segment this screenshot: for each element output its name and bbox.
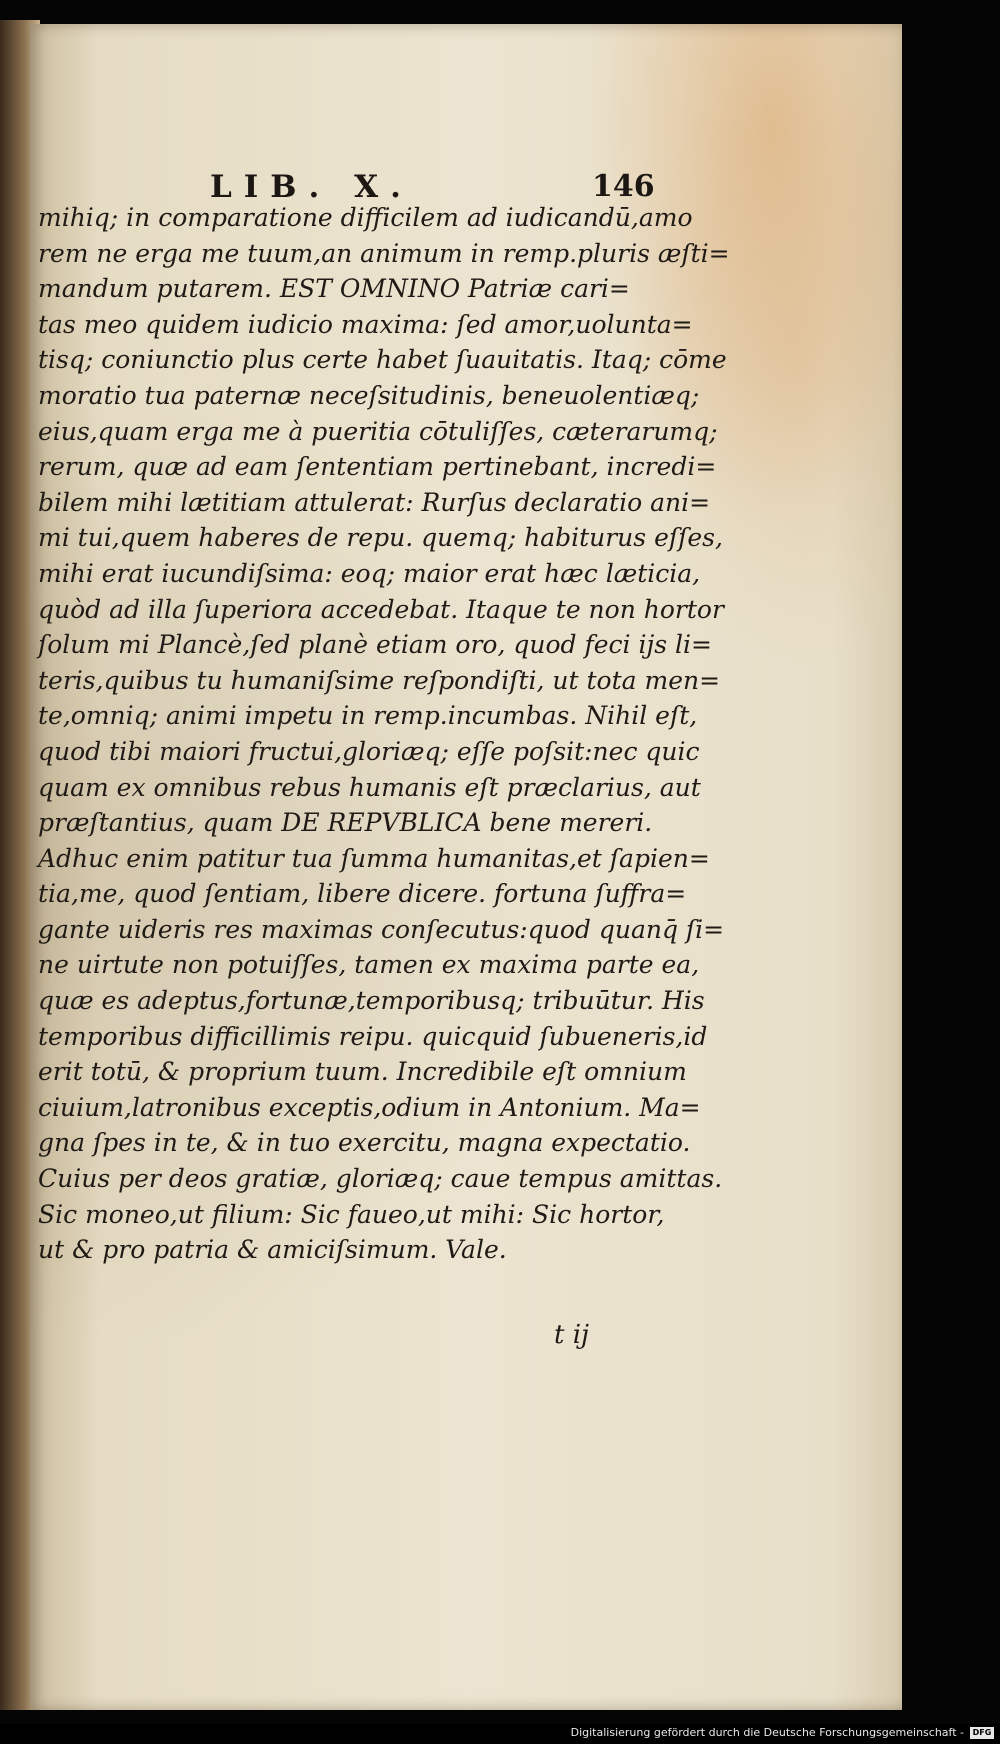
text-line: bilem mihi lætitiam attulerat: Rurſus declaratio ani= (38, 487, 711, 517)
page-number: 146 (592, 169, 655, 204)
letter-text (38, 200, 730, 1268)
text-line: mandum putarem. EST OMNINO Patriæ cari= (38, 274, 630, 304)
text-line: Cuius per deos gratiæ, gloriæq; caue tempus amittas. (38, 1164, 723, 1194)
footer-bar (0, 1724, 1000, 1744)
text-line: mihiq; in comparatione difficilem ad iudicandū,amo (38, 203, 693, 232)
text-line: gna ſpes in te, & in tuo exercitu, magna expectatio. (38, 1128, 691, 1158)
text-line: eius,quam erga me à pueritia cōtuliſſes, cæterarumq; (38, 416, 718, 446)
signature-mark: t ij (554, 1320, 590, 1350)
text-line: ut & pro patria & amiciſsimum. Vale. (38, 1235, 507, 1265)
text-line: rerum, quæ ad eam ſententiam pertinebant, incredi= (38, 452, 717, 482)
text-line: ciuium,latronibus exceptis,odium in Antonium. Ma= (38, 1092, 701, 1122)
text-line: erit totū, & proprium tuum. Incredibile eſt omnium (38, 1057, 687, 1087)
text-line: quam ex omnibus rebus humanis eſt præclarius, aut (38, 772, 701, 802)
text-line: mihi erat iucundiſsima: eoq; maior erat hæc læticia, (38, 558, 701, 588)
text-line: Sic moneo,ut filium: Sic faueo,ut mihi: Sic hortor, (38, 1199, 665, 1229)
text-line: tas meo quidem iudicio maxima: ſed amor,uolunta= (38, 309, 693, 339)
text-line: tisq; coniunctio plus certe habet ſuauitatis. Itaq; cōme (38, 345, 727, 375)
funding-credit: Digitalisierung gefördert durch die Deutsche Forschungsgemeinschaft - (570, 1726, 964, 1739)
text-line: tia,me, quod ſentiam, libere dicere. fortuna ſuffra= (38, 879, 687, 909)
text-line: te,omniq; animi impetu in remp.incumbas. Nihil eſt, (38, 701, 698, 731)
text-line: rem ne erga me tuum,an animum in remp.pluris æſti= (38, 238, 730, 268)
dfg-logo: DFG (970, 1727, 994, 1739)
text-line: temporibus difficillimis reipu. quicquid ſubueneris,id (38, 1021, 708, 1051)
text-line: moratio tua paternæ neceſsitudinis, beneuolentiæq; (38, 380, 700, 410)
text-line: quòd ad illa ſuperiora accedebat. Itaque te non hortor (38, 594, 724, 624)
text-line: quod tibi maiori fructui,gloriæq; eſſe poſsit:nec quic (38, 736, 700, 766)
text-line: ſolum mi Plancè,ſed planè etiam oro, quod feci ijs li= (38, 630, 712, 660)
book-page (30, 24, 902, 1710)
text-line: quæ es adeptus,fortunæ,temporibusq; tribuūtur. His (38, 986, 705, 1016)
text-line: ne uirtute non potuiſſes, tamen ex maxima parte ea, (38, 950, 700, 980)
text-line: teris,quibus tu humaniſsime reſpondiſti, ut tota men= (38, 665, 721, 695)
text-line: præſtantius, quam DE REPVBLICA bene mereri. (38, 808, 653, 838)
text-line: mi tui,quem haberes de repu. quemq; habiturus eſſes, (38, 523, 723, 553)
text-line: Adhuc enim patitur tua ſumma humanitas,et ſapien= (38, 843, 710, 873)
text-line: gante uideris res maximas conſecutus:quod quanq̄ ſi= (38, 914, 725, 944)
running-head: LIB. X. (210, 169, 413, 205)
